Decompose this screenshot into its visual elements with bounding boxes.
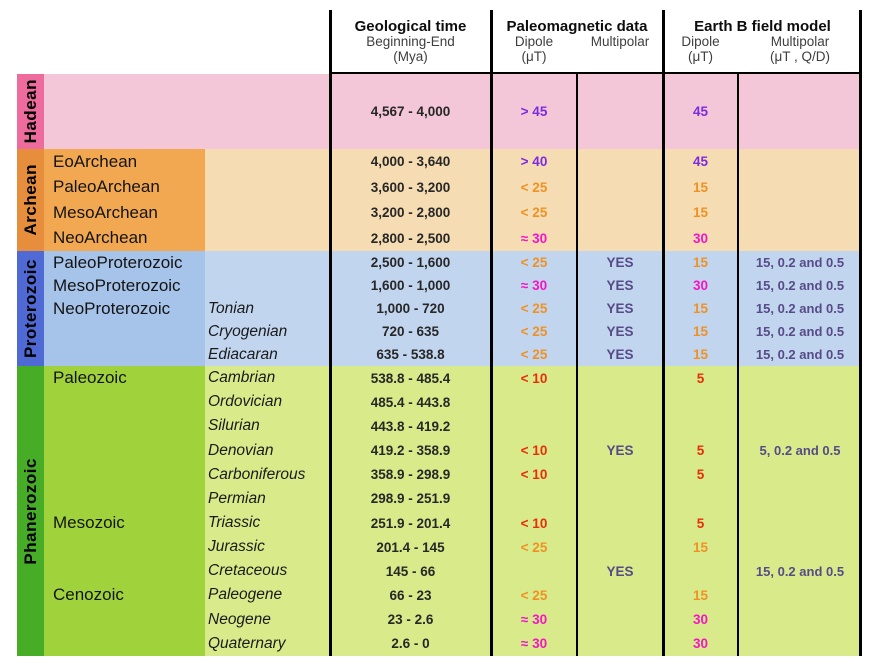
era-cell: Mesozoic [44, 511, 205, 535]
period-cell: Neogene [205, 608, 330, 632]
era-cell: Cenozoic [44, 583, 205, 607]
era-cell [44, 414, 205, 438]
section-rows [44, 149, 862, 251]
model-dipole-cell [663, 487, 738, 511]
period-cell [205, 274, 330, 297]
geological-time-unit: (Mya) [393, 48, 428, 64]
period-cell: Quaternary [205, 632, 330, 656]
table-row [44, 583, 862, 607]
table-row [44, 463, 862, 487]
geo-cell: 3,600 - 3,200 [330, 175, 491, 201]
eon-section-hadean [17, 74, 862, 149]
paleo-multipolar-cell: YES [577, 438, 663, 462]
paleo-dipole-cell [491, 559, 577, 583]
eon-strip [17, 366, 44, 656]
model-dipole-cell: 15 [663, 200, 738, 226]
model-multipolar-cell: 15, 0.2 and 0.5 [738, 320, 862, 343]
paleo-dipole-cell: ≈ 30 [491, 274, 577, 297]
model-dipole-cell: 15 [663, 583, 738, 607]
section-rows [44, 74, 862, 149]
model-dipole-cell [663, 414, 738, 438]
model-multipolar-cell: 15, 0.2 and 0.5 [738, 274, 862, 297]
paleomagnetic-data-title: Paleomagnetic data [506, 18, 648, 35]
geo-cell: 443.8 - 419.2 [330, 414, 491, 438]
divider-paleomagnetic [490, 10, 493, 656]
paleo-multipolar-cell: YES [577, 343, 663, 366]
table-row [44, 366, 862, 390]
model-dipole-cell: 15 [663, 175, 738, 201]
period-cell: Denovian [205, 438, 330, 462]
model-multipolar-cell: 15, 0.2 and 0.5 [738, 251, 862, 274]
eon-strip [17, 74, 44, 149]
model-dipole-cell: 15 [663, 343, 738, 366]
geo-cell: 66 - 23 [330, 583, 491, 607]
eon-section-proterozoic [17, 251, 862, 366]
header-geological-time [330, 10, 491, 74]
period-cell [205, 74, 330, 149]
model-multipolar-cell: 15, 0.2 and 0.5 [738, 559, 862, 583]
paleo-multipolar-cell [577, 414, 663, 438]
model-multipolar-cell [738, 535, 862, 559]
model-dipole-unit: (μT) [687, 48, 714, 64]
model-dipole-cell [663, 559, 738, 583]
table-row [44, 274, 862, 297]
header-spacer [17, 10, 330, 74]
table-row [44, 343, 862, 366]
model-dipole-cell: 15 [663, 297, 738, 320]
header-paleomagnetic-data [491, 10, 663, 74]
eon-label: Archean [20, 164, 40, 236]
period-cell: Tonian [205, 297, 330, 320]
geo-cell: 145 - 66 [330, 559, 491, 583]
table-row [44, 251, 862, 274]
period-cell [205, 175, 330, 201]
model-multipolar-cell [738, 200, 862, 226]
paleo-dipole-cell: < 25 [491, 343, 577, 366]
paleo-dipole-cell: < 25 [491, 251, 577, 274]
table-row [44, 200, 862, 226]
paleo-dipole-cell: ≈ 30 [491, 632, 577, 656]
model-dipole-header [663, 35, 738, 64]
divider-model [662, 10, 665, 656]
paleo-dipole-label: Dipole [514, 34, 554, 49]
model-dipole-cell: 30 [663, 632, 738, 656]
geo-cell: 201.4 - 145 [330, 535, 491, 559]
model-multipolar-cell: 15, 0.2 and 0.5 [738, 343, 862, 366]
model-multipolar-cell [738, 632, 862, 656]
paleo-multipolar-label: Multipolar [590, 34, 650, 49]
era-cell [44, 608, 205, 632]
paleo-multipolar-cell [577, 226, 663, 252]
era-cell [44, 320, 205, 343]
model-dipole-cell: 5 [663, 366, 738, 390]
model-multipolar-cell [738, 463, 862, 487]
table-row [44, 535, 862, 559]
paleo-dipole-unit: (μT) [521, 48, 547, 64]
era-cell: EoArchean [44, 149, 205, 175]
era-cell [44, 559, 205, 583]
paleo-dipole-cell: < 10 [491, 438, 577, 462]
model-multipolar-cell [738, 583, 862, 607]
geologic-time-table [17, 10, 862, 656]
era-cell [44, 438, 205, 462]
model-multipolar-cell [738, 390, 862, 414]
geological-time-title: Geological time [354, 18, 467, 35]
model-dipole-cell: 15 [663, 535, 738, 559]
geo-cell: 2,800 - 2,500 [330, 226, 491, 252]
model-dipole-cell: 5 [663, 438, 738, 462]
divider-paleo-subcolumns [576, 72, 578, 657]
paleo-multipolar-cell [577, 535, 663, 559]
geo-cell: 298.9 - 251.9 [330, 487, 491, 511]
paleo-dipole-cell: < 10 [491, 511, 577, 535]
paleo-multipolar-cell [577, 463, 663, 487]
model-multipolar-cell [738, 511, 862, 535]
paleo-dipole-cell: > 40 [491, 149, 577, 175]
paleo-dipole-cell: < 25 [491, 535, 577, 559]
paleo-multipolar-cell [577, 390, 663, 414]
paleo-multipolar-cell: YES [577, 251, 663, 274]
table-row [44, 149, 862, 175]
era-cell [44, 535, 205, 559]
period-cell: Paleogene [205, 583, 330, 607]
period-cell: Cretaceous [205, 559, 330, 583]
paleo-dipole-header [491, 35, 577, 64]
table-row [44, 226, 862, 252]
model-multipolar-cell [738, 226, 862, 252]
model-dipole-label: Dipole [681, 34, 720, 49]
geo-cell: 538.8 - 485.4 [330, 366, 491, 390]
paleo-dipole-cell: ≈ 30 [491, 608, 577, 632]
paleo-multipolar-cell [577, 366, 663, 390]
model-dipole-cell: 45 [663, 149, 738, 175]
period-cell [205, 149, 330, 175]
table-row [44, 632, 862, 656]
period-cell: Cambrian [205, 366, 330, 390]
model-dipole-cell: 30 [663, 226, 738, 252]
table-body [17, 74, 862, 656]
table-row [44, 320, 862, 343]
era-cell: PaleoProterozoic [44, 251, 205, 274]
earth-b-field-model-title: Earth B field model [694, 18, 831, 35]
period-cell: Ediacaran [205, 343, 330, 366]
paleo-multipolar-cell [577, 583, 663, 607]
paleo-dipole-cell: ≈ 30 [491, 226, 577, 252]
period-cell: Ordovician [205, 390, 330, 414]
period-cell: Permian [205, 487, 330, 511]
paleo-dipole-cell: < 25 [491, 320, 577, 343]
model-dipole-cell: 15 [663, 251, 738, 274]
eon-strip [17, 251, 44, 366]
model-multipolar-cell [738, 74, 862, 149]
eon-label: Phanerozoic [20, 457, 40, 565]
era-cell [44, 74, 205, 149]
table-row [44, 487, 862, 511]
geo-cell: 4,000 - 3,640 [330, 149, 491, 175]
era-cell [44, 632, 205, 656]
model-multipolar-cell [738, 487, 862, 511]
paleo-multipolar-cell [577, 200, 663, 226]
model-dipole-cell: 30 [663, 274, 738, 297]
paleo-dipole-cell: < 10 [491, 463, 577, 487]
table-row [44, 438, 862, 462]
paleo-dipole-cell [491, 487, 577, 511]
model-dipole-cell: 15 [663, 320, 738, 343]
model-multipolar-header [738, 35, 862, 64]
period-cell [205, 200, 330, 226]
model-dipole-cell [663, 390, 738, 414]
era-cell [44, 463, 205, 487]
paleo-dipole-cell [491, 414, 577, 438]
period-cell: Cryogenian [205, 320, 330, 343]
paleo-dipole-cell: < 25 [491, 175, 577, 201]
period-cell: Silurian [205, 414, 330, 438]
geo-cell: 251.9 - 201.4 [330, 511, 491, 535]
paleo-multipolar-cell [577, 149, 663, 175]
paleo-dipole-cell: < 25 [491, 583, 577, 607]
table-row [44, 511, 862, 535]
period-cell: Triassic [205, 511, 330, 535]
period-cell [205, 251, 330, 274]
era-cell: Paleozoic [44, 366, 205, 390]
era-cell [44, 390, 205, 414]
model-dipole-cell: 5 [663, 463, 738, 487]
era-cell: MesoProterozoic [44, 274, 205, 297]
paleo-multipolar-cell [577, 511, 663, 535]
eon-label: Proterozoic [20, 258, 40, 359]
paleo-multipolar-cell: YES [577, 297, 663, 320]
divider-right-edge [859, 10, 862, 656]
era-cell [44, 343, 205, 366]
era-cell: NeoProterozoic [44, 297, 205, 320]
geo-cell: 720 - 635 [330, 320, 491, 343]
geo-cell: 358.9 - 298.9 [330, 463, 491, 487]
table-row [44, 297, 862, 320]
geo-cell: 485.4 - 443.8 [330, 390, 491, 414]
model-multipolar-cell [738, 149, 862, 175]
eon-section-phanerozoic [17, 366, 862, 656]
geo-cell: 2,500 - 1,600 [330, 251, 491, 274]
paleo-dipole-cell: < 25 [491, 200, 577, 226]
table-row [44, 608, 862, 632]
model-multipolar-cell [738, 608, 862, 632]
table-row [44, 74, 862, 149]
divider-model-subcolumns [737, 72, 739, 657]
period-cell: Jurassic [205, 535, 330, 559]
model-multipolar-label: Multipolar [770, 34, 830, 49]
geological-time-sub: Beginning-End [366, 34, 455, 49]
geo-cell: 419.2 - 358.9 [330, 438, 491, 462]
table-header [17, 10, 862, 74]
eon-strip [17, 149, 44, 251]
model-dipole-cell: 5 [663, 511, 738, 535]
paleo-multipolar-cell [577, 175, 663, 201]
paleo-multipolar-cell: YES [577, 274, 663, 297]
paleo-multipolar-cell [577, 632, 663, 656]
era-cell: MesoArchean [44, 200, 205, 226]
table-row [44, 414, 862, 438]
table-row [44, 175, 862, 201]
era-cell [44, 487, 205, 511]
header-earth-b-field-model [663, 10, 862, 74]
paleo-multipolar-cell [577, 487, 663, 511]
paleo-multipolar-cell [577, 608, 663, 632]
paleo-dipole-cell: < 25 [491, 297, 577, 320]
paleo-multipolar-cell: YES [577, 320, 663, 343]
period-cell [205, 226, 330, 252]
geo-cell: 3,200 - 2,800 [330, 200, 491, 226]
paleo-multipolar-cell [577, 74, 663, 149]
model-multipolar-cell [738, 175, 862, 201]
geo-cell: 23 - 2.6 [330, 608, 491, 632]
paleo-dipole-cell: > 45 [491, 74, 577, 149]
model-multipolar-cell [738, 414, 862, 438]
paleo-multipolar-header [577, 35, 663, 64]
model-multipolar-cell: 15, 0.2 and 0.5 [738, 297, 862, 320]
header-rule [330, 72, 862, 75]
model-multipolar-unit: (μT , Q/D) [769, 48, 831, 64]
model-multipolar-cell: 5, 0.2 and 0.5 [738, 438, 862, 462]
geo-cell: 635 - 538.8 [330, 343, 491, 366]
section-rows [44, 366, 862, 656]
table-row [44, 559, 862, 583]
paleo-dipole-cell [491, 390, 577, 414]
model-dipole-cell: 30 [663, 608, 738, 632]
geo-cell: 4,567 - 4,000 [330, 74, 491, 149]
paleo-dipole-cell: < 10 [491, 366, 577, 390]
table-row [44, 390, 862, 414]
period-cell: Carboniferous [205, 463, 330, 487]
eon-section-archean [17, 149, 862, 251]
paleo-multipolar-cell: YES [577, 559, 663, 583]
model-multipolar-cell [738, 366, 862, 390]
geo-cell: 1,600 - 1,000 [330, 274, 491, 297]
era-cell: PaleoArchean [44, 175, 205, 201]
section-rows [44, 251, 862, 366]
geo-cell: 2.6 - 0 [330, 632, 491, 656]
divider-geological-time [329, 10, 332, 656]
model-dipole-cell: 45 [663, 74, 738, 149]
geo-cell: 1,000 - 720 [330, 297, 491, 320]
eon-label: Hadean [20, 79, 40, 144]
era-cell: NeoArchean [44, 226, 205, 252]
